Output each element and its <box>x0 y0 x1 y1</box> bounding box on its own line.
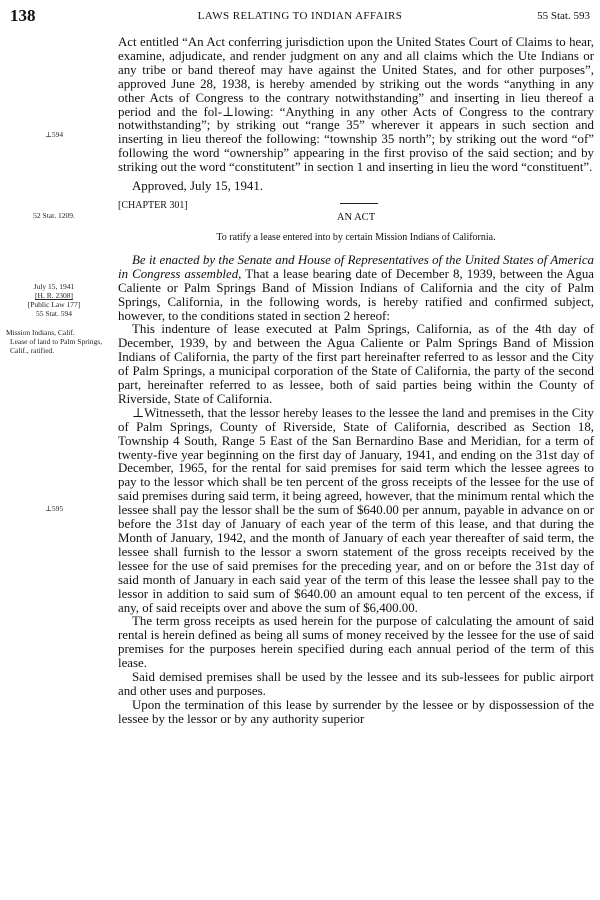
paragraph-enacting <box>118 254 594 324</box>
main-text <box>118 36 594 727</box>
enacting-clause: Be it enacted by the Senate and House of Representatives of the United States of America in Congress assembled, <box>118 252 594 281</box>
approved-line: Approved, July 15, 1941. <box>132 179 264 194</box>
page-number: 138 <box>10 6 36 25</box>
title-rule <box>340 203 378 204</box>
running-title: LAWS RELATING TO INDIAN AFFAIRS <box>197 10 403 22</box>
act-title: AN ACT <box>336 211 376 223</box>
paragraph-amendment: Act entitled “An Act conferring jurisdiction upon the United States Court of Claims to hear, examine, adjudicate, and render judgment on any and all claims which the Ute Indians or any tribe or band thereof may have against the United States, and for other purposes”, approved June 28, 1938, is hereby amended by striking out the words “anything in any other Acts of Congress to the contrary notwithstanding” and inserting in lieu thereof a period and the fol-⊥lowing: “Anything in any other Acts of Congress to the contrary notwithstanding”; by striking out “range 35” wherever it appears in such section and inserting in lieu thereof the following: “township 35 north”; by striking out the word “of” following the word “ownership” appearing in the first proviso of the said section; and by striking out the word “constitutent” in section 1 and inserting in lieu the word “constituent”. <box>118 35 594 175</box>
margin-note-bill: [H. R. 2308] <box>35 291 73 300</box>
chapter-heading <box>118 197 594 229</box>
paragraph-gross-receipts: The term gross receipts as used herein for the purpose of calculating the amount of said rental is herein defined as being all sums of money received by the lessee for the use of said premises for the purposes herein specified during each annual period of the term of this lease. <box>118 614 594 671</box>
margin-note-bill-info <box>0 282 108 318</box>
margin-note-public-law: [Public Law 177] <box>27 300 81 309</box>
margin-note-page-marker-594: ⊥594 <box>44 130 64 139</box>
margin-note-date: July 15, 1941 <box>33 282 75 291</box>
margin-note-topic <box>6 328 106 355</box>
margin-note-stat: 55 Stat. 594 <box>35 309 73 318</box>
act-subtitle: To ratify a lease entered into by certain Mission Indians of California. <box>216 231 496 243</box>
paragraph-indenture: This indenture of lease executed at Palm Springs, California, as of the 4th day of December, 1939, by and between the Agua Caliente or Palm Springs Band of Mission Indians of California, the party of the first part hereinafter referred to as lessor and the City of Palm Springs, a municipal corporation of the State of California, the party of the second part, hereinafter referred to as lessee, both of said parties being within the County of Riverside, State of California. <box>118 322 594 406</box>
margin-note-citation: 52 Stat. 1209. <box>33 211 75 220</box>
stat-reference: 55 Stat. 593 <box>537 10 590 22</box>
paragraph-witnesseth: ⊥Witnesseth, that the lessor hereby leases to the lessee the land and premises in the City of Palm Springs, County of Riverside, State of California, described as Section 18, Township 4 South, Range 5 East of the San Bernardino Base and Meridian, for a term of twenty-five year beginning on the first day of January, 1941, and ending on the 31st day of December, 1965, for the rental for said premises for said term which the lessee agrees to pay to the lessor which shall be ten percent of the gross receipts of the lessee for the use of said premises during said term, it being agreed, however, that the minimum rental which the lessee shall pay the lessor shall be the sum of $640.00 per annum, payable in advance on or before the 31st day of January of each year of the term of this lease, and that during the Month of January, 1942, and the month of January of each year thereafter of said term, the lessee shall furnish to the lessor a sworn statement of the gross receipts received by the lessee for the use of said premises for the preceding year, and on or before the 31st day of said month of January in each said year of the term of this lease the lessee shall pay to the lessor in addition to said sum of $640.00 an amount equal to ten percent of the excess, if any, of said receipts over and above the sum of $6,400.00. <box>118 405 594 615</box>
margin-note-page-marker-595: ⊥595 <box>44 504 64 513</box>
margin-note-topic-line1: Mission Indians, Calif. <box>6 328 75 337</box>
enacting-text: That a lease bearing date of December 8, 1939, between the Agua Caliente or Palm Springs Band of Mission Indians of California and the city of Palm Springs, California, in the following words, is hereby ratified and confirmed subject, however, to the conditions stated in section 2 hereof: <box>118 266 595 323</box>
chapter-label: [CHAPTER 301] <box>118 199 188 211</box>
paragraph-termination: Upon the termination of this lease by surrender by the lessee or by dispossession of the lessee by the lessor or by any authority superior <box>118 697 594 726</box>
paragraph-premises-use: Said demised premises shall be used by the lessee and its sub-lessees for public airport and other uses and purposes. <box>118 670 594 698</box>
page-header <box>10 6 590 30</box>
margin-note-topic-line2: Lease of land to Palm Springs, Calif., ratified. <box>10 337 103 355</box>
